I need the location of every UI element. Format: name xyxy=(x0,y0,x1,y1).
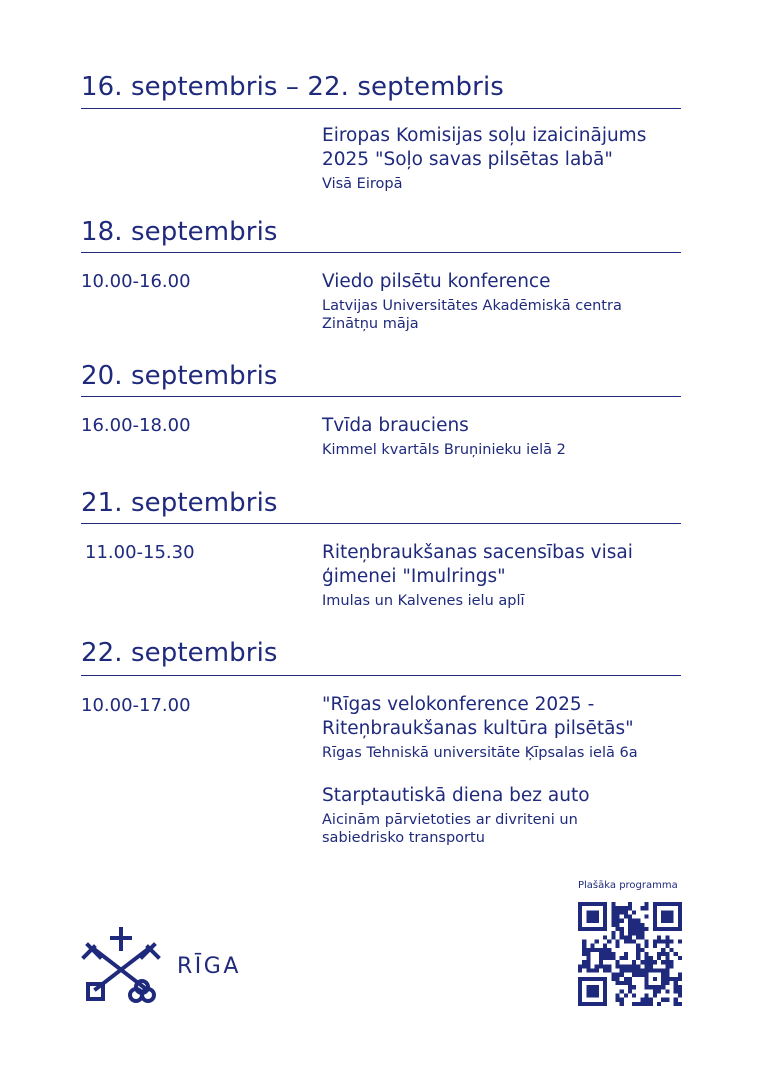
section-date-heading: 16. septembris – 22. septembris xyxy=(81,72,504,102)
event-title xyxy=(322,784,692,808)
event-location-line: sabiedrisko transportu xyxy=(322,830,485,846)
qr-code-icon[interactable] xyxy=(578,902,682,1006)
section-divider xyxy=(81,523,681,524)
event-title xyxy=(322,693,692,741)
event-item xyxy=(322,693,692,762)
section-divider xyxy=(81,252,681,253)
riga-crossed-keys-icon xyxy=(80,927,162,1005)
event-time: 10.00-16.00 xyxy=(81,271,191,292)
event-item xyxy=(322,414,692,459)
brand-wordmark: RĪGA xyxy=(177,954,241,979)
event-title xyxy=(322,270,692,294)
event-location-line: Visā Eiropā xyxy=(322,176,403,192)
event-item xyxy=(322,784,692,847)
event-title-line: Tvīda brauciens xyxy=(322,415,469,436)
event-title xyxy=(322,414,692,438)
event-location xyxy=(322,744,692,762)
event-title-line: Riteņbraukšanas kultūra pilsētās" xyxy=(322,718,634,739)
event-item xyxy=(322,541,692,610)
event-title-line: "Rīgas velokonference 2025 - xyxy=(322,694,595,715)
event-location xyxy=(322,175,692,193)
event-title-line: Riteņbraukšanas sacensības visai xyxy=(322,542,633,563)
event-location-line: Imulas un Kalvenes ielu aplī xyxy=(322,593,525,609)
event-item xyxy=(322,124,692,193)
event-title-line: Viedo pilsētu konference xyxy=(322,271,551,292)
event-time: 16.00-18.00 xyxy=(81,415,191,436)
section-date-heading: 21. septembris xyxy=(81,488,278,518)
event-title xyxy=(322,124,692,172)
section-divider xyxy=(81,396,681,397)
section-divider xyxy=(81,675,681,676)
section-divider xyxy=(81,108,681,109)
event-title-line: 2025 "Soļo savas pilsētas labā" xyxy=(322,149,613,170)
section-date-heading: 20. septembris xyxy=(81,361,278,391)
event-location xyxy=(322,592,692,610)
qr-caption: Plašāka programma xyxy=(578,880,678,891)
event-location-line: Rīgas Tehniskā universitāte Ķīpsalas ielā 6a xyxy=(322,745,638,761)
event-location xyxy=(322,297,692,333)
event-item xyxy=(322,270,692,333)
event-title xyxy=(322,541,692,589)
event-location xyxy=(322,441,692,459)
event-title-line: Starptautiskā diena bez auto xyxy=(322,785,590,806)
event-location xyxy=(322,811,692,847)
event-time: 10.00-17.00 xyxy=(81,695,191,716)
event-location-line: Latvijas Universitātes Akadēmiskā centra xyxy=(322,298,622,314)
event-title-line: Eiropas Komisijas soļu izaicinājums xyxy=(322,125,647,146)
section-date-heading: 22. septembris xyxy=(81,638,278,668)
event-location-line: Zinātņu māja xyxy=(322,316,419,332)
section-date-heading: 18. septembris xyxy=(81,217,278,247)
event-title-line: ģimenei "Imulrings" xyxy=(322,566,506,587)
event-location-line: Kimmel kvartāls Bruņinieku ielā 2 xyxy=(322,442,566,458)
event-time: 11.00-15.30 xyxy=(85,542,195,563)
event-location-line: Aicinām pārvietoties ar divriteni un xyxy=(322,812,578,828)
